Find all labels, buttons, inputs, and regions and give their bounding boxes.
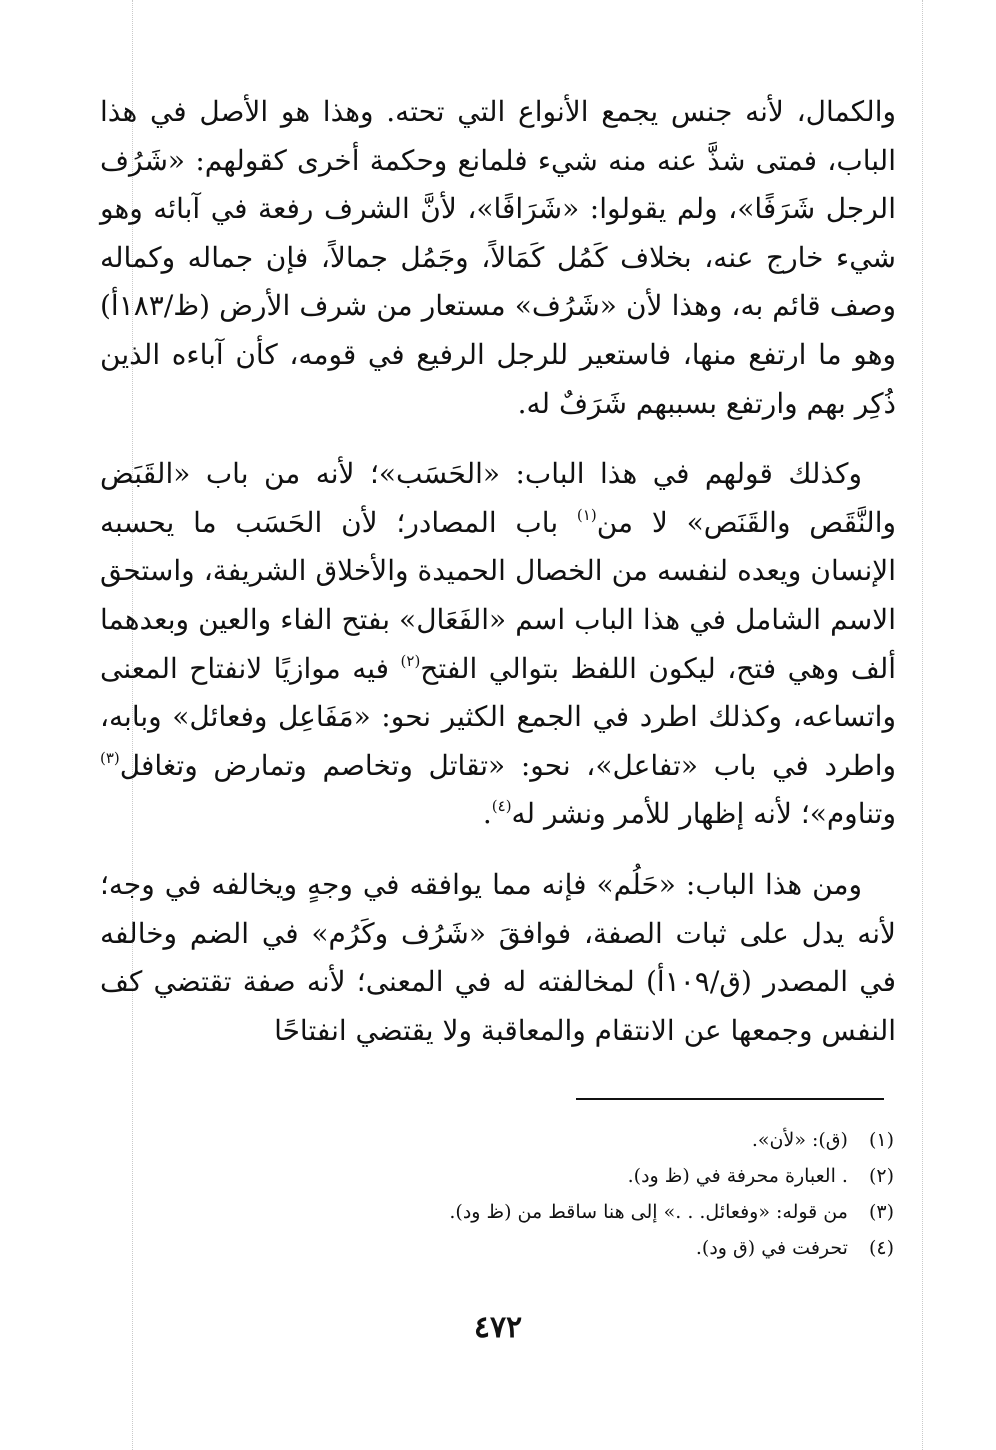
footnote-3 [320, 1194, 894, 1230]
main-text [100, 88, 896, 1055]
footnote-4-number: (٤) [868, 1237, 894, 1259]
paragraph-2-text-d: وتناوم»؛ لأنه إظهار للأمر ونشر له [511, 797, 896, 831]
footnotes [320, 1122, 894, 1266]
footnote-1 [320, 1122, 894, 1158]
footnote-2-number: (٢) [868, 1165, 894, 1187]
footnote-2-text: . العبارة محرفة في (ظ ود). [627, 1165, 848, 1187]
paragraph-2-text-c: فيه موازيًا لانفتاح المعنى واتساعه، وكذلك اطرد في الجمع الكثير نحو: «مَفَاعِل وفعائل» وبابه، واطرد في باب «تفاعل»، نحو: «تقاتل وتخاصم وتمارض وتغافل [100, 651, 896, 782]
footnote-ref-1[interactable]: (١) [576, 505, 597, 524]
paragraph-2 [100, 450, 896, 839]
footnote-3-number: (٣) [868, 1201, 894, 1223]
footnote-divider [576, 1098, 884, 1100]
paragraph-1 [100, 88, 896, 428]
footnote-1-text: (ق): «لأن». [751, 1129, 848, 1151]
paragraph-2-text-e: . [482, 797, 492, 831]
footnote-1-number: (١) [868, 1129, 894, 1151]
footnote-2 [320, 1158, 894, 1194]
footnote-ref-3[interactable]: (٣) [100, 748, 120, 767]
footnote-ref-2[interactable]: (٢) [400, 651, 421, 670]
footnote-ref-4[interactable]: (٤) [491, 797, 512, 816]
footnote-4-text: تحرفت في (ق ود). [695, 1237, 848, 1259]
right-margin-rule [922, 0, 923, 1450]
paragraph-2-text-b: باب المصادر؛ لأن الحَسَب ما يحسبه الإنسان ويعده لنفسه من الخصال الحميدة والأخلاق الشريفة، واستحق الاسم الشامل في هذا الباب اسم «الفَعَال» بفتح الفاء والعين وبعدهما ألف وهي فتح، ليكون اللفظ بتوالي الفتح [100, 505, 897, 685]
footnote-4 [320, 1230, 894, 1266]
page-number: ٤٧٢ [473, 1310, 523, 1345]
footnote-3-text: من قوله: «وفعائل. . .» إلى هنا ساقط من (ظ ود). [449, 1201, 848, 1223]
paragraph-3-text: ومن هذا الباب: «حَلُم» فإنه مما يوافقه في وجهٍ ويخالفه في وجه؛ لأنه يدل على ثبات الصفة، فوافقَ «شَرُف وكَرُم» في الضم وخالفه في المصدر (ق/١٠٩أ) لمخالفته له في المعنى؛ لأنه صفة تقتضي كف النفس وجمعها عن الانتقام والمعاقبة ولا يقتضي انفتاحًا [100, 867, 896, 1047]
paragraph-1-text: والكمال، لأنه جنس يجمع الأنواع التي تحته. وهذا هو الأصل في هذا الباب، فمتى شذَّ عنه منه شيء فلمانع وحكمة أخرى كقولهم: «شَرُف الرجل شَرَفًا»، ولم يقولوا: «شَرَافًا»، لأنَّ الشرف رفعة في آبائه وهو شيء خارج عنه، بخلاف كَمُل كَمَالاً، وجَمُل جمالاً، فإن جماله وكماله وصف قائم به، وهذا لأن «شَرُف» مستعار من شرف الأرض (ظ/١٨٣أ) وهو ما ارتفع منها، فاستعير للرجل الرفيع في قومه، كأن آباءه الذين ذُكِر بهم وارتفع بسببهم شَرَفٌ له. [100, 95, 896, 420]
paragraph-2-text-a: وكذلك قولهم في هذا الباب: «الحَسَب»؛ لأنه من باب «القَبَض والنَّقَص والقَنَص» لا من [100, 457, 897, 539]
paragraph-3 [100, 861, 896, 1055]
